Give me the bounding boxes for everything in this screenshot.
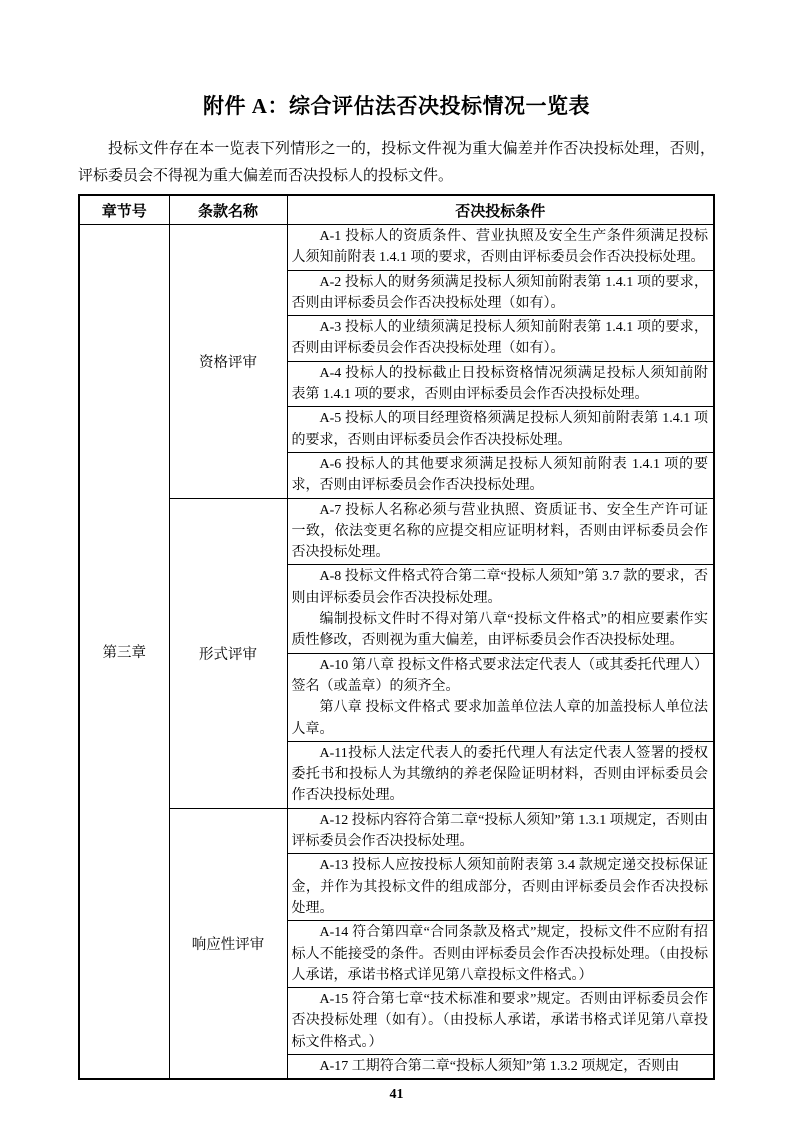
condition-a8 [287, 565, 714, 653]
condition-text: A-7 投标人名称必须与营业执照、资质证书、安全生产许可证一致，依法变更名称的应提交相应证明材料，否则由评标委员会作否决投标处理。 [291, 502, 708, 561]
table-header-row [79, 195, 714, 225]
condition-a17 [287, 1054, 714, 1079]
group-qualification-review: 资格评审 [169, 225, 287, 499]
condition-text: A-5 投标人的项目经理资格须满足投标人须知前附表第 1.4.1 项的要求，否则由评标委员会作否决投标处理。 [291, 411, 708, 448]
condition-text: A-17 工期符合第二章“投标人须知”第 1.3.2 项规定，否则由 [319, 1058, 680, 1074]
condition-text: A-10 第八章 投标文件格式要求法定代表人（或其委托代理人）签名（或盖章）的须齐全。 [291, 657, 708, 694]
condition-text: A-2 投标人的财务须满足投标人须知前附表第 1.4.1 项的要求，否则由评标委员会作否决投标处理（如有）。 [291, 274, 708, 311]
intro-paragraph: 投标文件存在本一览表下列情形之一的，投标文件视为重大偏差并作否决投标处理，否则，评标委员会不得视为重大偏差而否决投标人的投标文件。 [78, 141, 715, 184]
condition-a6 [287, 452, 714, 498]
header-clause-name: 条款名称 [169, 195, 287, 225]
condition-a10 [287, 653, 714, 741]
condition-text: A-12 投标内容符合第二章“投标人须知”第 1.3.1 项规定，否则由评标委员会作否决投标处理。 [291, 812, 708, 850]
condition-a7 [287, 498, 714, 565]
condition-a12 [287, 808, 714, 854]
page-title: 附件 A：综合评估法否决投标情况一览表 [203, 94, 590, 118]
condition-text: A-15 符合第七章“技术标准和要求”规定。否则由评标委员会作否决投标处理（如有）。（由投标人承诺，承诺书格式详见第八章投标文件格式。） [291, 992, 708, 1050]
group-format-review: 形式评审 [169, 498, 287, 808]
condition-a1 [287, 225, 714, 271]
chapter-cell: 第三章 [79, 225, 169, 1080]
condition-text: A-13 投标人应按投标人须知前附表第 3.4 款规定递交投标保证金，并作为其投标文件的组成部分，否则由评标委员会作否决投标处理。 [291, 858, 708, 916]
condition-a11 [287, 741, 714, 808]
condition-text: A-8 投标文件格式符合第二章“投标人须知”第 3.7 款的要求，否则由评标委员会作否决投标处理。 [291, 569, 708, 606]
condition-text: A-1 投标人的资质条件、营业执照及安全生产条件须满足投标人须知前附表 1.4.1 项的要求，否则由评标委员会作否决投标处理。 [291, 229, 708, 266]
condition-a13 [287, 854, 714, 921]
condition-a4 [287, 361, 714, 407]
condition-text: A-4 投标人的投标截止日投标资格情况须满足投标人须知前附表第 1.4.1 项的要求，否则由评标委员会作否决投标处理。 [291, 365, 708, 403]
condition-a5 [287, 407, 714, 453]
page-number: 41 [389, 1087, 404, 1103]
condition-a14 [287, 921, 714, 988]
condition-a15 [287, 988, 714, 1055]
condition-text: 编制投标文件时不得对第八章“投标文件格式”的相应要素作实质性修改，否则视为重大偏差，由评标委员会作否决投标处理。 [291, 612, 708, 649]
condition-a2 [287, 270, 714, 316]
condition-text: A-6 投标人的其他要求须满足投标人须知前附表 1.4.1 项的要求，否则由评标委员会作否决投标处理。 [291, 456, 708, 494]
table-row [79, 225, 714, 271]
condition-text: A-11投标人法定代表人的委托代理人有法定代表人签署的授权委托书和投标人为其缴纳的养老保险证明材料，否则由评标委员会作否决投标处理。 [291, 745, 708, 804]
condition-text: 第八章 投标文件格式 要求加盖单位法人章的加盖投标人单位法人章。 [291, 700, 708, 737]
table-row [79, 498, 714, 565]
header-chapter: 章节号 [79, 195, 169, 225]
table-row [79, 808, 714, 854]
header-rejection-condition: 否决投标条件 [287, 195, 714, 225]
rejection-conditions-table [78, 194, 715, 1080]
condition-text: A-14 符合第四章“合同条款及格式”规定，投标文件不应附有招标人不能接受的条件。否则由评标委员会作否决投标处理。（由投标人承诺，承诺书格式详见第八章投标文件格式。） [291, 925, 708, 983]
group-responsiveness-review: 响应性评审 [169, 808, 287, 1079]
condition-a3 [287, 316, 714, 362]
condition-text: A-3 投标人的业绩须满足投标人须知前附表第 1.4.1 项的要求，否则由评标委员会作否决投标处理（如有）。 [291, 320, 708, 357]
